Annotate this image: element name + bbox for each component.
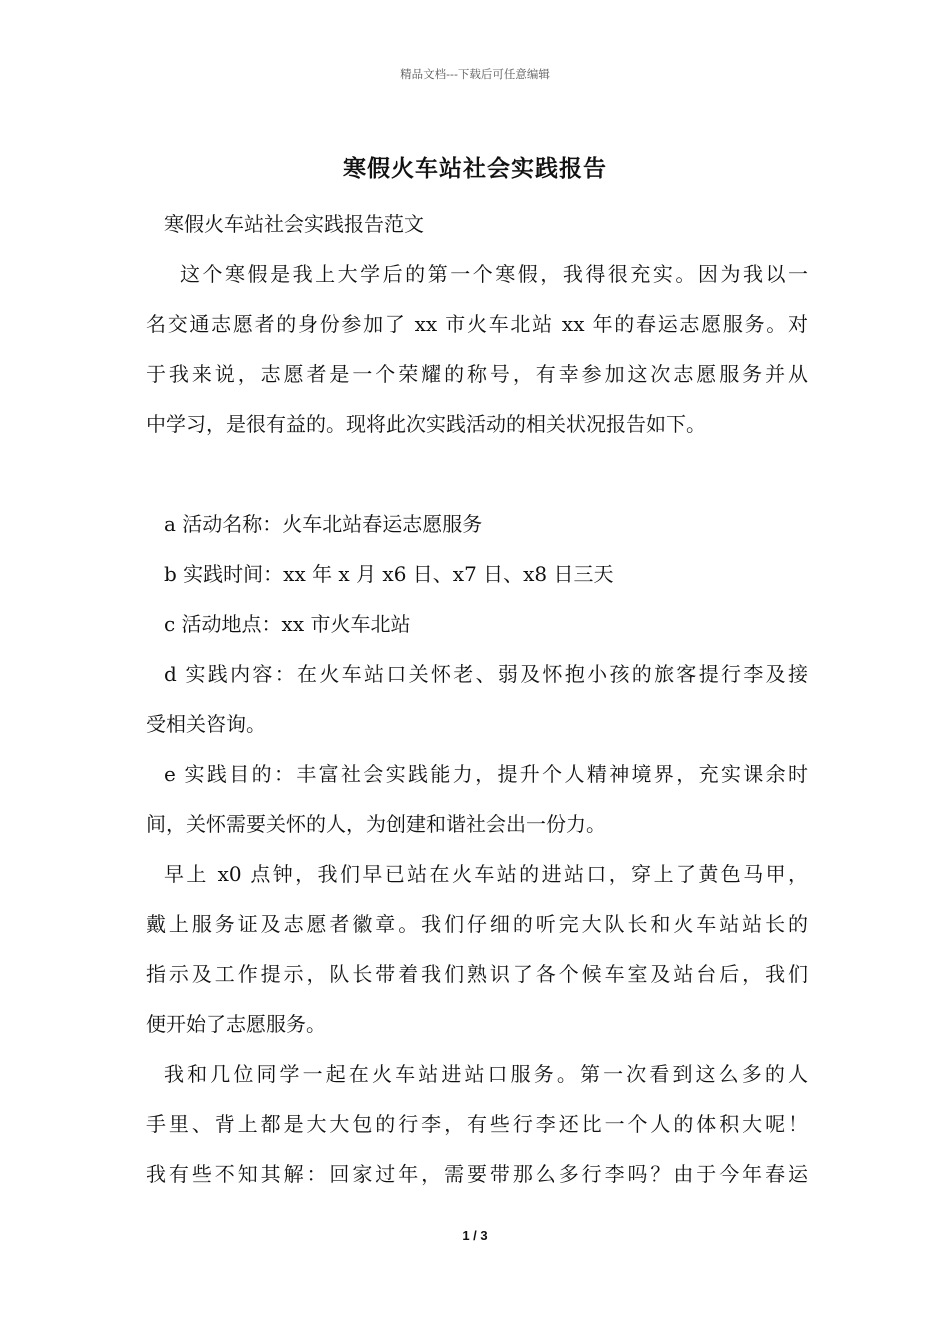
- document-title: 寒假火车站社会实践报告: [343, 155, 607, 182]
- paragraph-line: 手里、背上都是大大包的行李，有些行李还比一个人的体积大呢！: [146, 1112, 808, 1136]
- paragraph-line: 早上 x0 点钟，我们早已站在火车站的进站口，穿上了黄色马甲，: [164, 862, 808, 886]
- paragraph-line: 寒假火车站社会实践报告范文: [164, 212, 424, 236]
- paragraph-line: b 实践时间：xx 年 x 月 x6 日、x7 日、x8 日三天: [164, 562, 614, 586]
- paragraph-line: 这个寒假是我上大学后的第一个寒假，我得很充实。因为我以一: [180, 262, 808, 286]
- paragraph-line: 我和几位同学一起在火车站进站口服务。第一次看到这么多的人: [164, 1062, 808, 1086]
- paragraph-line: 我有些不知其解：回家过年，需要带那么多行李吗？由于今年春运: [146, 1162, 808, 1186]
- paragraph-line: d 实践内容：在火车站口关怀老、弱及怀抱小孩的旅客提行李及接: [164, 662, 808, 686]
- page-number: 1 / 3: [462, 1228, 488, 1243]
- paragraph-line: 便开始了志愿服务。: [146, 1012, 326, 1036]
- paragraph-line: 间，关怀需要关怀的人，为创建和谐社会出一份力。: [146, 812, 606, 836]
- paragraph-line: 戴上服务证及志愿者徽章。我们仔细的听完大队长和火车站站长的: [146, 912, 808, 936]
- page-header: 精品文档---下载后可任意编辑: [400, 67, 550, 81]
- paragraph-line: c 活动地点：xx 市火车北站: [164, 612, 411, 636]
- paragraph-line: e 实践目的：丰富社会实践能力，提升个人精神境界，充实课余时: [164, 762, 808, 786]
- paragraph-line: 受相关咨询。: [146, 712, 266, 736]
- paragraph-line: 指示及工作提示，队长带着我们熟识了各个候车室及站台后，我们: [146, 962, 808, 986]
- paragraph-line: 名交通志愿者的身份参加了 xx 市火车北站 xx 年的春运志愿服务。对: [146, 312, 808, 336]
- paragraph-line: a 活动名称：火车北站春运志愿服务: [164, 512, 483, 536]
- paragraph-line: 中学习，是很有益的。现将此次实践活动的相关状况报告如下。: [146, 412, 706, 436]
- paragraph-line: 于我来说，志愿者是一个荣耀的称号，有幸参加这次志愿服务并从: [146, 362, 808, 386]
